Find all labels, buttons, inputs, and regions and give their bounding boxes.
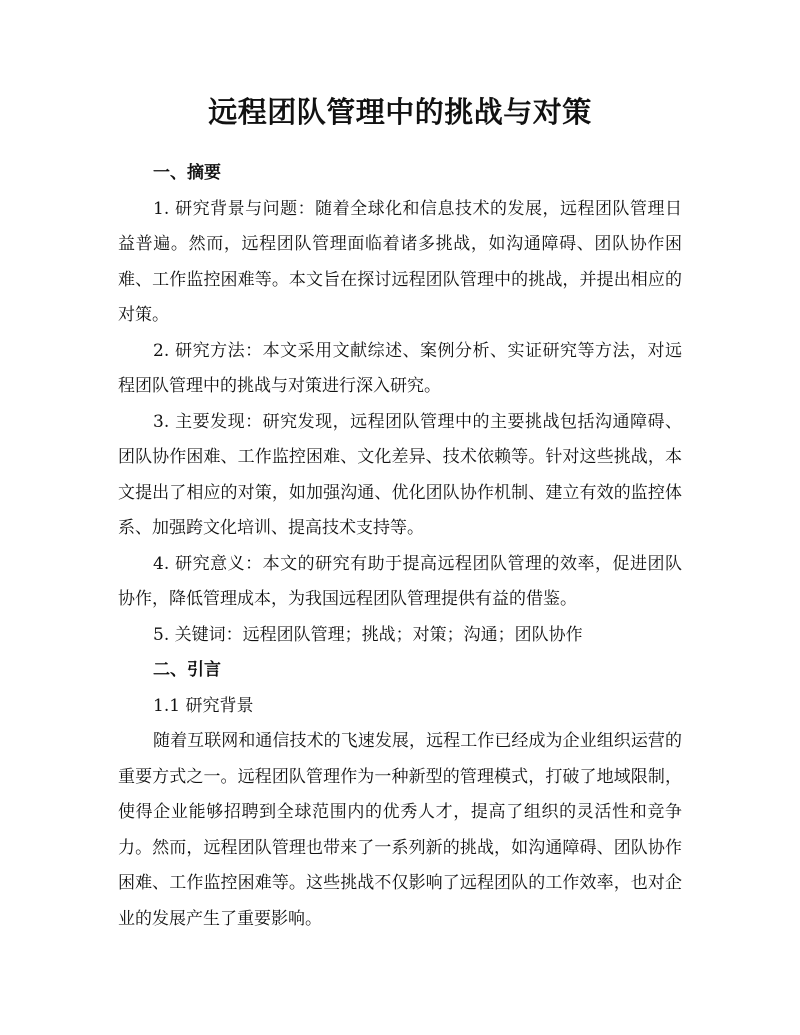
abstract-heading: 一、摘要 [153,163,221,183]
abstract-item-3: 3. 主要发现：研究发现，远程团队管理中的主要挑战包括沟通障碍、团队协作困难、工作监控困难、文化差异、技术依赖等。针对这些挑战，本文提出了相应的对策，如加强沟通、优化团队协作机制、建立有效的监控体系、加强跨文化培训、提高技术支持等。 [118,411,682,538]
document-title: 远程团队管理中的挑战与对策 [208,95,592,129]
intro-paragraph: 随着互联网和通信技术的飞速发展，远程工作已经成为企业组织运营的重要方式之一。远程团队管理作为一种新型的管理模式，打破了地域限制，使得企业能够招聘到全球范围内的优秀人才，提高了组织的灵活性和竞争力。然而，远程团队管理也带来了一系列新的挑战，如沟通障碍、团队协作困难、工作监控困难等。这些挑战不仅影响了远程团队的工作效率，也对企业的发展产生了重要影响。 [118,731,682,929]
abstract-item-2: 2. 研究方法：本文采用文献综述、案例分析、实证研究等方法，对远程团队管理中的挑战与对策进行深入研究。 [118,340,682,396]
abstract-item-1: 1. 研究背景与问题：随着全球化和信息技术的发展，远程团队管理日益普遍。然而，远程团队管理面临着诸多挑战，如沟通障碍、团队协作困难、工作监控困难等。本文旨在探讨远程团队管理中的挑战，并提出相应的对策。 [118,198,682,325]
intro-heading: 二、引言 [153,660,221,680]
abstract-item-5-keywords: 5. 关键词：远程团队管理；挑战；对策；沟通；团队协作 [153,624,583,645]
intro-sub-heading: 1.1 研究背景 [153,695,254,716]
abstract-item-4: 4. 研究意义：本文的研究有助于提高远程团队管理的效率，促进团队协作，降低管理成本，为我国远程团队管理提供有益的借鉴。 [118,553,682,609]
